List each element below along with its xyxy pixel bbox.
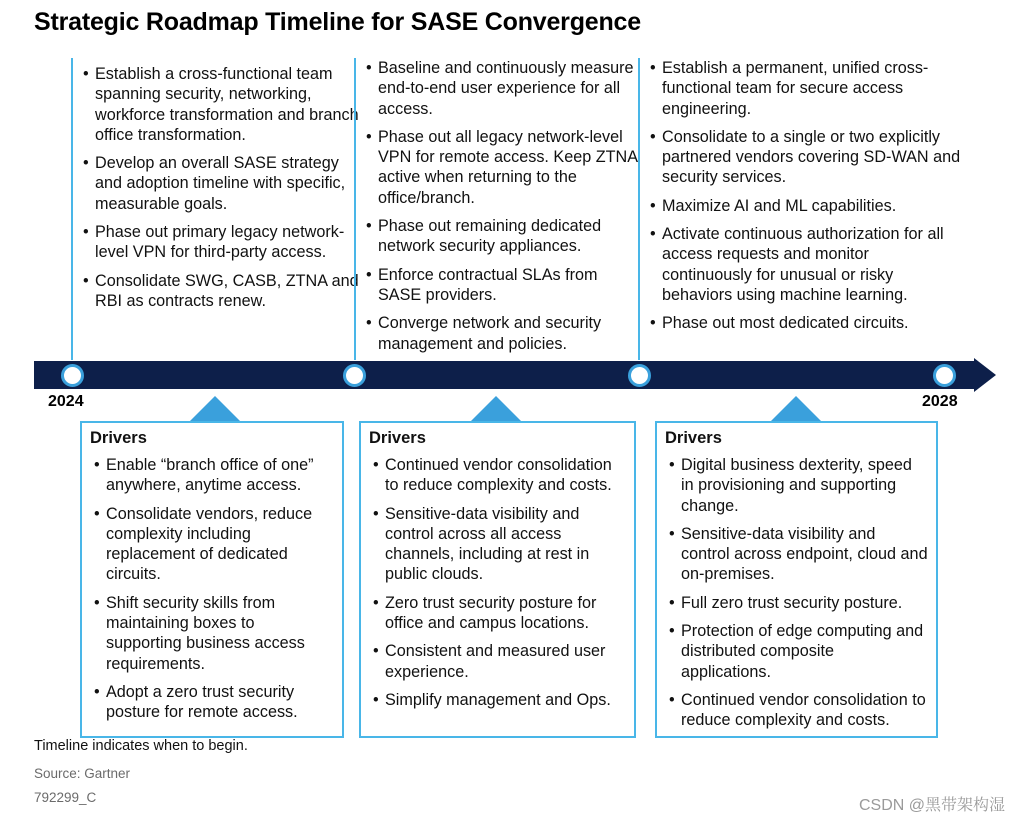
page-title: Strategic Roadmap Timeline for SASE Convergence (34, 8, 641, 36)
phase-3-item: • Maximize AI and ML capabilities. (650, 196, 962, 216)
phase-1-item: • Consolidate SWG, CASB, ZTNA and RBI as contracts renew. (83, 271, 361, 312)
document-code: 792299_C (34, 790, 97, 805)
drivers-1-list (90, 455, 334, 723)
pointer-triangle-icon (770, 396, 822, 422)
phase-1-list (83, 64, 361, 311)
phase-1-item: • Develop an overall SASE strategy and adoption timeline with specific, measurable goals. (83, 153, 361, 214)
drivers-3-item: • Full zero trust security posture. (669, 593, 928, 613)
phase-2-list (366, 58, 641, 354)
pointer-triangle-icon (470, 396, 522, 422)
phase-3-item: • Activate continuous authorization for all access requests and monitor continuously for unusual or risky behaviors using machine learning. (650, 224, 962, 305)
drivers-3-item: • Protection of edge computing and distributed composite applications. (669, 621, 928, 682)
phase-3-item: • Establish a permanent, unified cross-functional team for secure access engineering. (650, 58, 962, 119)
phase-column-2 (354, 58, 641, 360)
phase-1-item: • Phase out primary legacy network-level VPN for third-party access. (83, 222, 361, 263)
phase-2-item: • Converge network and security management and policies. (366, 313, 641, 354)
drivers-2-list (369, 455, 626, 710)
timeline (34, 361, 996, 389)
drivers-2-item: • Zero trust security posture for office and campus locations. (373, 593, 626, 634)
drivers-2-item: • Sensitive-data visibility and control across all access channels, including at rest in public clouds. (373, 504, 626, 585)
phase-2-item: • Enforce contractual SLAs from SASE providers. (366, 265, 641, 306)
pointer-triangle-icon (189, 396, 241, 422)
timeline-node-3 (628, 364, 651, 387)
drivers-heading: Drivers (369, 429, 426, 447)
timeline-bar (34, 361, 976, 389)
drivers-3-item: • Digital business dexterity, speed in provisioning and supporting change. (669, 455, 928, 516)
source-credit: Source: Gartner (34, 766, 131, 781)
footnote: Timeline indicates when to begin. (34, 738, 248, 754)
drivers-1-item: • Consolidate vendors, reduce complexity including replacement of dedicated circuits. (94, 504, 334, 585)
drivers-1-item: • Enable “branch office of one” anywhere, anytime access. (94, 455, 334, 496)
drivers-2-item: • Simplify management and Ops. (373, 690, 626, 710)
drivers-box-3 (655, 421, 938, 738)
drivers-heading: Drivers (665, 429, 722, 447)
timeline-node-4 (933, 364, 956, 387)
phase-column-1 (71, 58, 361, 360)
drivers-1-item: • Adopt a zero trust security posture for remote access. (94, 682, 334, 723)
phase-column-3 (638, 58, 962, 360)
drivers-heading: Drivers (90, 429, 147, 447)
timeline-start-year: 2024 (48, 393, 84, 410)
drivers-box-1 (80, 421, 344, 738)
phase-2-item: • Phase out all legacy network-level VPN for remote access. Keep ZTNA active when returning to the office/branch. (366, 127, 641, 208)
phase-3-item: • Consolidate to a single or two explicitly partnered vendors covering SD-WAN and security services. (650, 127, 962, 188)
timeline-node-2 (343, 364, 366, 387)
drivers-1-item: • Shift security skills from maintaining boxes to supporting business access requirements. (94, 593, 334, 674)
drivers-2-item: • Continued vendor consolidation to reduce complexity and costs. (373, 455, 626, 496)
phase-3-list (650, 58, 962, 334)
drivers-3-item: • Sensitive-data visibility and control across endpoint, cloud and on-premises. (669, 524, 928, 585)
drivers-3-list (665, 455, 928, 731)
drivers-box-2 (359, 421, 636, 738)
drivers-2-item: • Consistent and measured user experience. (373, 641, 626, 682)
timeline-node-1 (61, 364, 84, 387)
phase-2-item: • Baseline and continuously measure end-to-end user experience for all access. (366, 58, 641, 119)
phase-1-item: • Establish a cross-functional team spanning security, networking, workforce transformation and branch office transformation. (83, 64, 361, 145)
phase-3-item: • Phase out most dedicated circuits. (650, 313, 962, 333)
watermark: CSDN @黑带架构湿 (858, 797, 1005, 814)
timeline-arrow-icon (974, 358, 996, 392)
timeline-end-year: 2028 (922, 393, 958, 410)
drivers-3-item: • Continued vendor consolidation to reduce complexity and costs. (669, 690, 928, 731)
phase-2-item: • Phase out remaining dedicated network security appliances. (366, 216, 641, 257)
